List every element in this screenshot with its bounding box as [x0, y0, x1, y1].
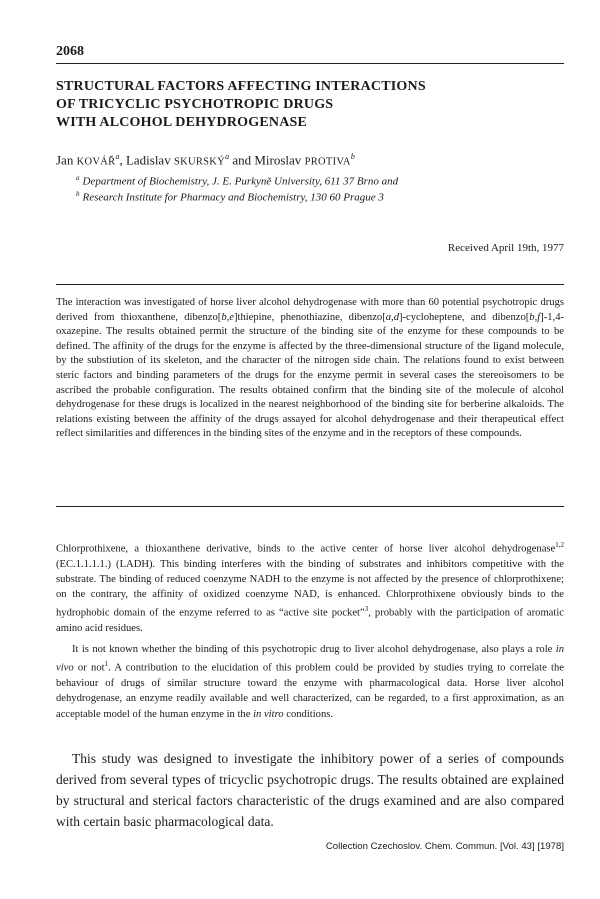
author-2-surname: SKURSKÝ — [173, 156, 226, 168]
title-line-2: OF TRICYCLIC PSYCHOTROPIC DRUGS — [56, 97, 334, 112]
paragraph-1 — [56, 538, 564, 636]
abstract-bottom-rule — [56, 506, 564, 507]
abstract-ring-fusion-1: b,e — [221, 311, 234, 323]
reference-mark: 1 — [104, 660, 109, 669]
author-3-surname: PROTIVA — [304, 156, 351, 168]
page-number: 2068 — [56, 44, 84, 59]
journal-citation-footer: Collection Czechoslov. Chem. Commun. [Vol. 43] [1978] — [325, 841, 564, 852]
header-rule — [56, 63, 564, 64]
author-1-surname: KOVÁŘ — [76, 156, 116, 168]
paragraph-2-text-4: conditions. — [283, 708, 334, 720]
author-1-affil-mark: a — [115, 152, 120, 161]
abstract-text-3: ]-cycloheptene, and dibenzo[ — [399, 311, 530, 323]
affiliation-b-text: Research Institute for Pharmacy and Biochemistry, 130 60 Prague 3 — [82, 191, 384, 204]
author-3-first-name: Miroslav — [254, 152, 302, 168]
abstract-ring-fusion-3: b,f — [529, 311, 541, 323]
paragraph-2-italic-1: in vivo — [56, 644, 564, 675]
body-section-large — [56, 748, 564, 832]
abstract-top-rule — [56, 284, 564, 285]
abstract-text-4: ]-1,4-oxazepine. The results obtained permit the structure of the binding site of the enzyme for these compounds to be defined. The affinity of the drugs for the enzyme is affected by the three-dimensional structure of the ligand molecule, by the substiution of its skeleton, and the character of the nitrogen side chain. The relations found to exist between steric factors and binding parameters of the drugs for the enzyme permit in several cases the stereoisomers to be ascribed the probable configuration. The results obtained confirm that the binding site of the molecule of alcohol dehydrogenase for these drugs is localized in the nearest neighborhood of the binding site for berberine alkaloids. The relations existing between the affinity of the drugs assayed for alcohol dehydrogenase and their therapeutical effect reflect similarities and differences in the binding sites of the enzyme and in the receptors of these compounds. — [56, 311, 565, 440]
body-section-small — [56, 538, 564, 728]
abstract-ring-fusion-2: a,d — [385, 311, 399, 323]
author-2-affil-mark: a — [225, 152, 230, 161]
author-3-affil-mark: b — [350, 152, 355, 161]
title-line-3: WITH ALCOHOL DEHYDROGENASE — [56, 115, 308, 130]
author-separator: , — [119, 152, 123, 168]
title-line-1: STRUCTURAL FACTORS AFFECTING INTERACTIONS — [56, 79, 426, 94]
author-conjunction: and — [232, 152, 252, 168]
paragraph-3: This study was designed to investigate the inhibitory power of a series of compounds derived from several types of tricyclic psychotropic drugs. The results obtained are explained by structural and sterical factors characteristic of the drugs examined and are also compared with certain basic pharmacological data. — [56, 751, 564, 829]
author-1-first-name: Jan — [56, 152, 74, 168]
abstract-text-1: The interaction was investigated of horse liver alcohol dehydrogenase with more than 60 potential psychotropic drugs derived from thioxanthene, dibenzo[ — [56, 297, 564, 323]
received-date: Received April 19th, 1977 — [447, 242, 564, 254]
reference-mark: 3 — [364, 605, 369, 614]
abstract-text-2: ]thiepine, phenothiazine, dibenzo[ — [233, 311, 386, 323]
affiliation-a — [76, 174, 398, 188]
abstract — [56, 296, 564, 442]
affiliation-b-mark: b — [76, 190, 80, 198]
paragraph-1-text-1: Chlorprothixene, a thioxanthene derivative, binds to the active center of horse liver alcohol dehydrogenase — [56, 543, 556, 555]
paragraph-2 — [56, 642, 564, 722]
paragraph-1-text-2: (EC.1.1.1.1.) (LADH). This binding interferes with the binding of substrates and inhibitors competitive with the substrate. The binding of reduced coenzyme NADH to the enzyme is not affected by the presence of chlorprothixene; on the contrary, the affinity of oxidized coenzyme NAD, is enhanced. Chlorprothixene obviously binds to the hydrophobic domain of the enzyme referred to as “active site pocket” — [56, 558, 564, 619]
article-title — [56, 78, 556, 132]
author-list — [56, 152, 355, 168]
paragraph-1-text-3: , probably with the participation of aromatic amino acid residues. — [56, 607, 564, 635]
author-2-first-name: Ladislav — [125, 152, 171, 168]
paragraph-2-text-2: or not — [73, 663, 105, 675]
affiliation-a-text: Department of Biochemistry, J. E. Purkyně University, 611 37 Brno and — [82, 175, 399, 188]
paragraph-2-text-3: . A contribution to the elucidation of this problem could be provided by studies trying to correlate the behaviour of drugs of similar structure toward the enzyme with pharmacological data. Horse liver alcohol dehydrogenase, an enzyme readily available and well characterized, can be regarded, to a first approximation, as an acceptable model of the human enzyme in the — [56, 663, 564, 720]
paragraph-2-text-1: It is not known whether the binding of this psychotropic drug to liver alcohol dehydrogenase, also plays a role — [72, 644, 556, 656]
reference-mark: 1,2 — [555, 541, 564, 549]
affiliation-b — [76, 190, 384, 204]
paragraph-2-italic-2: in vitro — [253, 708, 284, 720]
affiliation-a-mark: a — [76, 174, 80, 182]
